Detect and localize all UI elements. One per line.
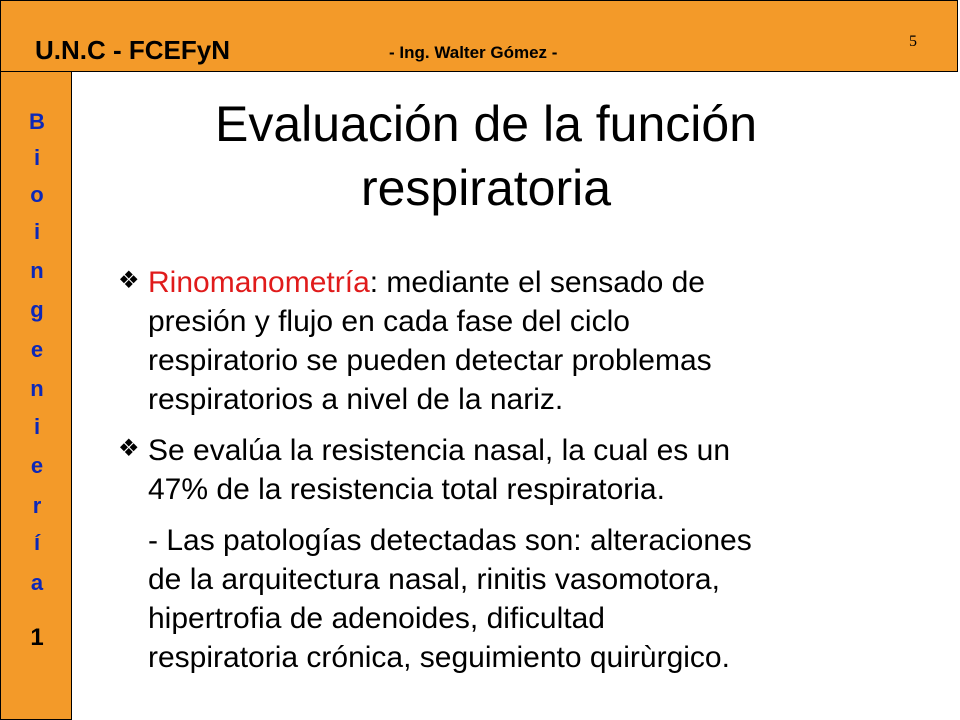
sidebar-letter: r bbox=[32, 493, 42, 518]
bullet2-line2: 47% de la resistencia total respiratoria. bbox=[148, 473, 665, 506]
sub-line1: - Las patologías detectadas son: alteraciones bbox=[148, 524, 752, 557]
sidebar-letter: n bbox=[30, 258, 44, 283]
diamond-bullet-icon: ❖ bbox=[118, 435, 140, 462]
sidebar-letter: i bbox=[33, 414, 41, 439]
term-highlight: Rinomanometría bbox=[148, 266, 370, 299]
sidebar-letter: n bbox=[30, 376, 44, 401]
bullet1-line3: respiratorio se pueden detectar problemas bbox=[148, 344, 712, 377]
institution-label: U.N.C - FCEFyN bbox=[35, 35, 230, 65]
title-line: respiratoria bbox=[360, 160, 612, 216]
bullet1-line1-text: : mediante el sensado de bbox=[369, 266, 705, 299]
bullet1-line4: respiratorios a nivel de la nariz. bbox=[148, 383, 564, 416]
bullet1-line2: presión y flujo en cada fase del ciclo bbox=[148, 305, 630, 338]
title-line: Evaluación de la función bbox=[214, 96, 758, 152]
sub-line4: respiratoria crónica, seguimiento quirùrgico. bbox=[148, 641, 730, 674]
page-number: 5 bbox=[909, 33, 917, 50]
sub-line3: hipertrofia de adenoides, dificultad bbox=[148, 602, 605, 635]
sidebar-letter: e bbox=[30, 337, 44, 362]
header-bar bbox=[0, 0, 958, 72]
sidebar-letter: e bbox=[30, 453, 44, 478]
sidebar-number: 1 bbox=[30, 624, 44, 651]
bullet1-line1 bbox=[148, 264, 705, 302]
sidebar-letter: o bbox=[30, 182, 44, 207]
author-label: - Ing. Walter Gómez - bbox=[389, 43, 558, 62]
slide-title bbox=[72, 92, 900, 220]
sidebar-letter: a bbox=[30, 570, 44, 595]
sidebar-letter: i bbox=[33, 219, 41, 244]
sidebar-letter: g bbox=[30, 297, 44, 322]
sub-line2: de la arquitectura nasal, rinitis vasomotora, bbox=[148, 563, 720, 596]
sidebar-letter: i bbox=[33, 145, 41, 170]
sidebar-letter: í bbox=[33, 530, 41, 555]
sidebar-letter: B bbox=[29, 109, 45, 134]
bullet2-line1: Se evalúa la resistencia nasal, la cual es un bbox=[148, 434, 731, 467]
diamond-bullet-icon: ❖ bbox=[118, 267, 140, 294]
sidebar bbox=[0, 72, 72, 720]
